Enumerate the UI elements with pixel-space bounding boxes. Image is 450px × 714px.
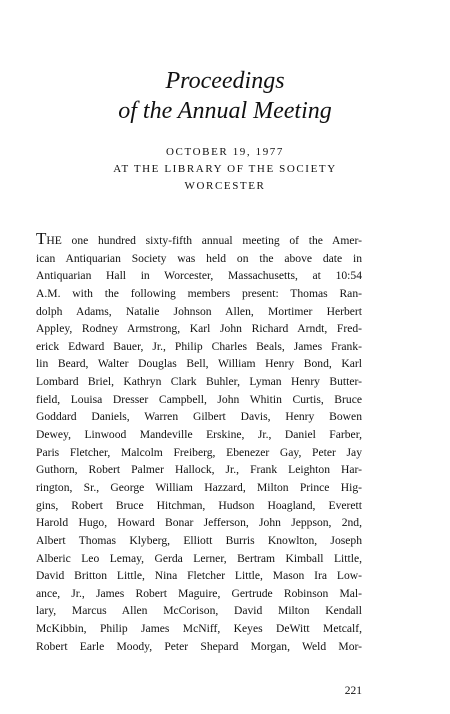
- body-line: Guthorn, Robert Palmer Hallock, Jr., Frank Leighton Har-: [36, 463, 362, 477]
- body-line: McKibbin, Philip James McNiff, Keyes DeWitt Metcalf,: [36, 622, 362, 636]
- title-line-2: of the Annual Meeting: [118, 98, 332, 124]
- body-line: Alberic Leo Lemay, Gerda Lerner, Bertram Kimball Little,: [36, 551, 362, 565]
- meeting-date: OCTOBER 19, 1977: [166, 146, 284, 158]
- body-line-text: HE one hundred sixty-fifth annual meeting of the Amer-: [46, 234, 362, 247]
- body-line: field, Louisa Dresser Campbell, John Whitin Curtis, Bruce: [36, 392, 362, 406]
- page-title: [0, 66, 450, 126]
- body-line: Albert Thomas Klyberg, Elliott Burris Knowlton, Joseph: [36, 533, 362, 547]
- body-line: ance, Jr., James Robert Maguire, Gertrude Robinson Mal-: [36, 586, 362, 600]
- meeting-city: WORCESTER: [184, 180, 266, 192]
- body-line: Appley, Rodney Armstrong, Karl John Richard Arndt, Fred-: [36, 322, 362, 336]
- body-line: Lombard Briel, Kathryn Clark Buhler, Lyman Henry Butter-: [36, 375, 362, 389]
- body-line: lin Beard, Walter Douglas Bell, William Henry Bond, Karl: [36, 357, 362, 371]
- body-line: David Britton Little, Nina Fletcher Little, Mason Ira Low-: [36, 569, 362, 583]
- body-line: Goddard Daniels, Warren Gilbert Davis, Henry Bowen: [36, 410, 362, 424]
- title-line-1: Proceedings: [165, 68, 285, 94]
- page-number: 221: [344, 685, 362, 697]
- meeting-subhead: [0, 144, 450, 195]
- meeting-location: AT THE LIBRARY OF THE SOCIETY: [113, 163, 337, 175]
- body-line: A.M. with the following members present: Thomas Ran-: [36, 286, 362, 300]
- body-line-1: [36, 229, 362, 250]
- body-line: dolph Adams, Natalie Johnson Allen, Mortimer Herbert: [36, 304, 362, 318]
- body-line: Robert Earle Moody, Peter Shepard Morgan, Weld Mor-: [36, 639, 362, 653]
- body-line: ican Antiquarian Society was held on the above date in: [36, 251, 362, 265]
- body-line: Paris Fletcher, Malcolm Freiberg, Ebenezer Gay, Peter Jay: [36, 445, 362, 459]
- body-line: erick Edward Bauer, Jr., Philip Charles Beals, James Frank-: [36, 339, 362, 353]
- body-line: Harold Hugo, Howard Bonar Jefferson, John Jeppson, 2nd,: [36, 516, 362, 530]
- body-paragraph: [36, 229, 362, 655]
- body-line: Antiquarian Hall in Worcester, Massachusetts, at 10:54: [36, 269, 362, 283]
- body-line: Dewey, Linwood Mandeville Erskine, Jr., Daniel Farber,: [36, 428, 362, 442]
- body-line: gins, Robert Bruce Hitchman, Hudson Hoagland, Everett: [36, 498, 362, 512]
- body-line: lary, Marcus Allen McCorison, David Milton Kendall: [36, 604, 362, 618]
- drop-cap: T: [36, 229, 47, 248]
- body-line: rington, Sr., George William Hazzard, Milton Prince Hig-: [36, 480, 362, 494]
